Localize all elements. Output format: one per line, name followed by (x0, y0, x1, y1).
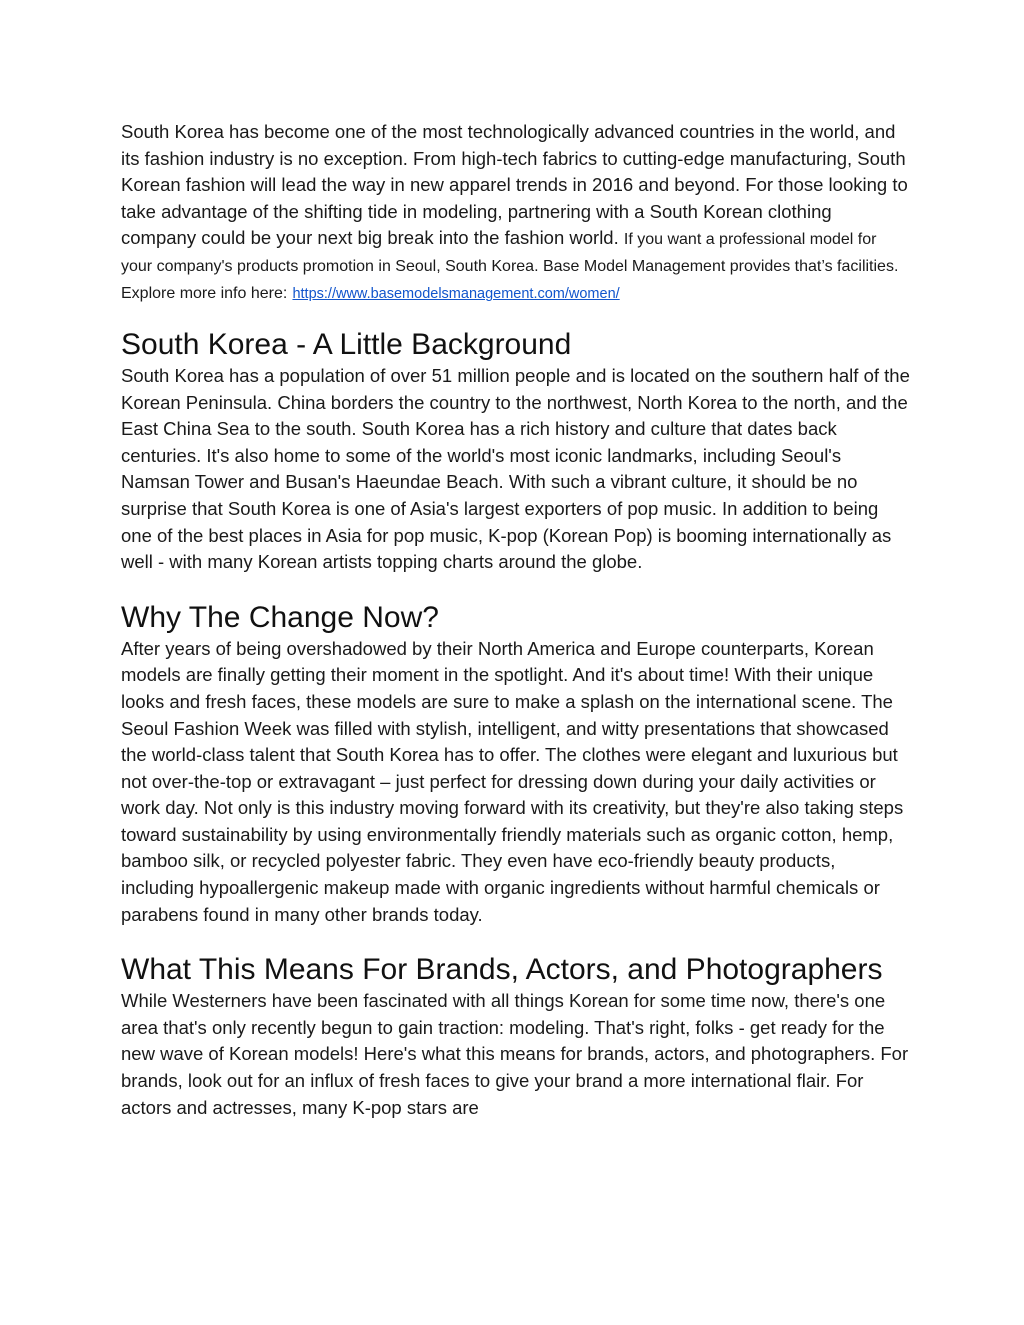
section-body-what-this-means: While Westerners have been fascinated with all things Korean for some time now, there's one area that's only recently begun to gain traction: modeling. That's right, folks - get ready for the new wave of Korean models! Here's what this means for brands, actors, and photographers. For brands, look out for an influx of fresh faces to give your brand a more international flair. For actors and actresses, many K-pop stars are (121, 990, 909, 1118)
section-body-why-change: After years of being overshadowed by their North America and Europe counterparts, Korean models are finally getting their moment in the spotlight. And it's about time! With their unique looks and fresh faces, these models are sure to make a splash on the international scene. The Seoul Fashion Week was filled with stylish, intelligent, and witty presentations that showcased the world-class talent that South Korea has to offer. The clothes were elegant and luxurious but not over-the-top or extravagant – just perfect for dressing down during your daily activities or work day. Not only is this industry moving forward with its creativity, but they're also taking steps toward sustainability by using environmentally friendly materials such as organic cotton, hemp, bamboo silk, or recycled polyester fabric. They even have eco-friendly beauty products, including hypoallergenic makeup made with organic ingredients without harmful chemicals or parabens found in many other brands today. (121, 637, 904, 925)
section-background (121, 327, 911, 576)
intro-main-text: South Korea has become one of the most technologically advanced countries in the world, and its fashion industry is no exception. From high-tech fabrics to cutting-edge manufacturing, South Korean fashion will lead the way in new apparel trends in 2016 and beyond. For those looking to take advantage of the shifting tide in modeling, partnering with a South Korean clothing company could be your next big break into the fashion world. (121, 121, 908, 249)
section-heading-background: South Korea - A Little Background (121, 327, 572, 361)
section-body-background: South Korea has a population of over 51 million people and is located on the southern half of the Korean Peninsula. China borders the country to the northwest, North Korea to the north, and the East China Sea to the south. South Korea has a rich history and culture that dates back centuries. It's also home to some of the world's most iconic landmarks, including Seoul's Namsan Tower and Busan's Haeundae Beach. With such a vibrant culture, it should be no surprise that South Korea is one of Asia's largest exporters of pop music. In addition to being one of the best places in Asia for pop music, K-pop (Korean Pop) is booming internationally as well - with many Korean artists topping charts around the globe. (121, 364, 910, 573)
models-management-link[interactable]: https://www.basemodelsmanagement.com/women/ (292, 286, 620, 303)
intro-paragraph (121, 119, 911, 308)
section-what-this-means (121, 952, 911, 1121)
section-why-change (121, 600, 911, 929)
section-heading-why-change: Why The Change Now? (121, 600, 439, 634)
intro-promo-text: If you want a professional model for your company's products promotion in Seoul, South Korea. Base Model Management provides that’s facilities. Explore more info here: (121, 231, 899, 303)
section-heading-what-this-means: What This Means For Brands, Actors, and Photographers (121, 953, 883, 987)
document-page (121, 119, 911, 1121)
